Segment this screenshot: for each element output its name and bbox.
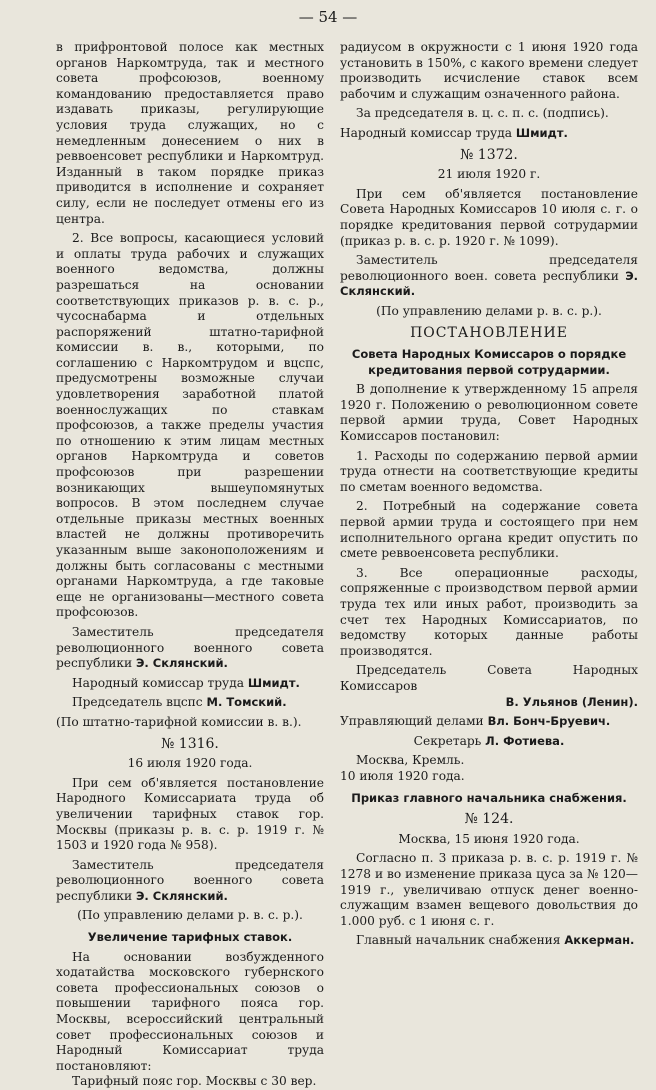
decree-subtitle: Совета Народных Комиссаров о порядке кредитования первой сотрудармии. bbox=[351, 347, 627, 377]
signature-block bbox=[56, 858, 324, 905]
signature-block bbox=[340, 253, 638, 300]
paragraph: 1. Расходы по содержанию первой армии труда отнести на соответствующие кредиты по сметам военного ведомства. bbox=[340, 448, 638, 494]
signature-title: Народный комиссар труда bbox=[72, 675, 244, 690]
signature-title: Народный комиссар труда bbox=[340, 125, 512, 140]
paragraph: 3. Все операционные расходы, сопряженные с производством первой армии труда тех или иных работ, производить за счет тех Народных Комиссариатов, по ведомству которых данные работы производятся. bbox=[340, 565, 638, 658]
paragraph: Тарифный пояс гор. Москвы с 30 вер. bbox=[72, 1074, 317, 1089]
paragraph: 2. Все вопросы, касающиеся условий и оплаты труда рабочих и служащих военного ведомства, должны разрешаться на основании соответствующих приказов р. в. с. р., чусоснабарма и отдельных распоряжений штатно-тарифной комиссии в. в., которыми, по соглашению с Наркомтрудом и вцспс, предусмотрены возможные случаи удовлетворения заработной платой военнослужащих по ставкам профсоюзов, а также пределы участия по отношению к этим лицам местных органов Наркомтруда и советов профсоюзов при разрешении возникающих вышеупомянутых вопросов. В этом последнем случае отдельные приказы местных военных властей не должны противоречить указанным выше законоположениям и должны быть согласованы с местными органами Наркомтруда, а где таковые еще не организованы—местного совета профсоюзов. bbox=[56, 231, 324, 620]
signature-block bbox=[56, 625, 324, 672]
paragraph: 2. Потребный на содержание совета первой армии труда и состоящего при нем исполнительного органа кредит опустить по смете реввоенсовета республики. bbox=[340, 499, 638, 561]
signature-name: Э. Склянский. bbox=[340, 268, 638, 299]
paragraph: В дополнение к утвержденному 15 апреля 1920 г. Положению о революционном совете первой армии труда, Совет Народных Комиссаров постановил: bbox=[340, 382, 638, 444]
note: (По штатно-тарифной комиссии в. в.). bbox=[56, 714, 302, 729]
section-heading: Приказ главного начальника снабжения. bbox=[351, 790, 627, 805]
section-heading: Увеличение тарифных ставок. bbox=[87, 930, 293, 945]
signature-block bbox=[340, 126, 638, 142]
paragraph: Согласно п. 3 приказа р. в. с. р. 1919 г. № 1278 и во изменение приказа цуса за № 120—1919 г., увеличиваю отпуск денег военно-служащим взамен вещевого довольствия до 1.000 руб. с 1 июня с. г. bbox=[340, 851, 638, 928]
signature-title: Управляющий делами bbox=[340, 714, 484, 729]
paragraph: При сем об'является постановление Народного Комиссариата труда об увеличении тарифных ставок гор. Москвы (приказы р. в. с. р. 1919 г. № 1503 и 1920 года № 958). bbox=[56, 775, 324, 853]
signature-name: Э. Склянский. bbox=[135, 656, 228, 671]
paragraph: в прифронтовой полосе как местных органов Наркомтруда, так и местного совета профсоюзов, военному командованию предоставляется право издавать приказы, регулирующие условия труда служащих, но с немедленным донесением о них в реввоенсовет республики и Наркомтруд. Изданный в таком порядке приказ приводится в исполнение и сохраняет силу, если не последует отмены его из центра. bbox=[56, 40, 324, 226]
signature-name: В. Ульянов (Ленин). bbox=[505, 694, 638, 709]
order-date: 16 июля 1920 года. bbox=[127, 756, 253, 771]
signature-title: Секретарь bbox=[413, 733, 482, 748]
place: Москва, Кремль. bbox=[356, 753, 465, 768]
order-number: № 124. bbox=[464, 811, 514, 828]
paragraph: При сем об'является постановление Совета Народных Комиссаров 10 июля с. г. о порядке кредитования первой сотрудармии (приказ р. в. с. р. 1920 г. № 1099). bbox=[340, 186, 638, 248]
paragraph: радиусом в окружности с 1 июня 1920 года установить в 150%, с какого времени следует производить исчисление ставок всем рабочим и служащим означенного района. bbox=[340, 40, 638, 101]
order-number: № 1316. bbox=[161, 735, 219, 752]
signature-block bbox=[56, 695, 324, 711]
signature-block bbox=[340, 714, 638, 730]
signature-title: Председатель Совета Народных Комиссаров bbox=[340, 663, 638, 693]
signature-title: Главный начальник снабжения bbox=[356, 933, 561, 948]
signature-name: Шмидт. bbox=[515, 125, 568, 140]
signature-title: Заместитель председателя революционного военного совета республики bbox=[56, 624, 324, 671]
signature-name: Аккерман. bbox=[564, 933, 635, 948]
right-column bbox=[340, 40, 638, 949]
signature-name: М. Томский. bbox=[206, 695, 287, 710]
signature-title: Председатель вцспс bbox=[72, 695, 203, 710]
note: (По управлению делами р. в. с. р.). bbox=[77, 908, 303, 923]
left-column bbox=[56, 40, 324, 1090]
signature-name-line bbox=[340, 695, 638, 711]
signature-block bbox=[340, 734, 638, 750]
signature-block bbox=[56, 676, 324, 692]
signature-title: Заместитель председателя революционного воен. совета республики bbox=[340, 253, 638, 283]
signature-name: Вл. Бонч-Бруевич. bbox=[487, 714, 611, 729]
page-number: — 54 — bbox=[298, 8, 358, 26]
order-date: 21 июля 1920 г. bbox=[437, 167, 541, 182]
signature-name: Э. Склянский. bbox=[135, 888, 228, 903]
place-date: 10 июля 1920 года. bbox=[340, 768, 465, 783]
paragraph: На основании возбужденного ходатайства московского губернского совета профессиональных союзов о повышении тарифного пояса гор. Москвы, всероссийский центральный совет профессиональных союзов и Народный Комиссариат труда постановляют: bbox=[56, 949, 324, 1073]
signature-title: Заместитель председателя революционного военного совета республики bbox=[56, 857, 324, 903]
order-date: Москва, 15 июня 1920 года. bbox=[398, 831, 580, 846]
signature-line: За председателя в. ц. с. п. с. (подпись). bbox=[356, 106, 609, 121]
signature-block bbox=[340, 933, 638, 949]
signature-name: Л. Фотиева. bbox=[485, 733, 565, 748]
decree-title: ПОСТАНОВЛЕНИЕ bbox=[410, 324, 568, 341]
note: (По управлению делами р. в. с. р.). bbox=[376, 303, 602, 318]
order-number: № 1372. bbox=[460, 146, 518, 163]
signature-name: Шмидт. bbox=[247, 675, 300, 690]
